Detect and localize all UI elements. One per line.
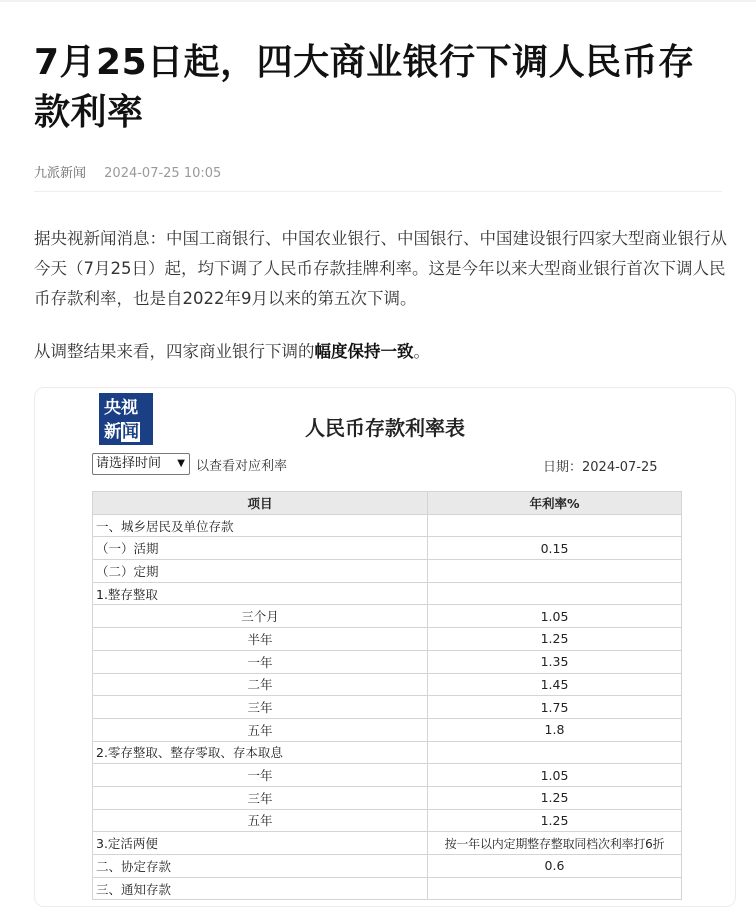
table-row — [93, 605, 682, 628]
chevron-down-icon: ▼ — [177, 458, 185, 469]
table-date: 日期：2024-07-25 — [543, 460, 658, 475]
row-item: 一年 — [93, 650, 428, 673]
table-title: 人民币存款利率表 — [305, 416, 465, 440]
row-item: 二年 — [93, 673, 428, 696]
table-row — [93, 560, 682, 583]
meta-divider — [34, 191, 722, 192]
row-item: （二）定期 — [93, 560, 428, 583]
table-row — [93, 514, 682, 537]
row-item: 半年 — [93, 628, 428, 651]
row-item: 五年 — [93, 809, 428, 832]
table-row — [93, 628, 682, 651]
row-item: 一、城乡居民及单位存款 — [93, 514, 428, 537]
article-title: 7月25日起，四大商业银行下调人民币存款利率 — [34, 42, 695, 133]
table-row — [93, 855, 682, 878]
row-item: 三、通知存款 — [93, 877, 428, 900]
paragraph-2-prefix: 从调整结果来看，四家商业银行下调的 — [34, 342, 315, 361]
table-row — [93, 537, 682, 560]
row-item: 3.定活两便 — [93, 832, 428, 855]
article-time: 2024-07-25 10:05 — [104, 166, 222, 181]
row-rate: 0.6 — [428, 855, 682, 878]
table-row — [93, 786, 682, 809]
row-rate: 1.75 — [428, 696, 682, 719]
table-row — [93, 718, 682, 741]
row-item: 三个月 — [93, 605, 428, 628]
article-meta — [34, 162, 235, 181]
row-rate — [428, 877, 682, 900]
table-row — [93, 764, 682, 787]
table-row — [93, 650, 682, 673]
rate-table — [92, 491, 682, 900]
paragraph-1: 据央视新闻消息：中国工商银行、中国农业银行、中国银行、中国建设银行四家大型商业银行从今天（7月25日）起，均下调了人民币存款挂牌利率。这是今年以来大型商业银行首次下调人民币存款利率，也是自2022年9月以来的第五次下调。 — [34, 229, 727, 308]
row-item: 2.零存整取、整存零取、存本取息 — [93, 741, 428, 764]
row-item: 三年 — [93, 786, 428, 809]
table-row — [93, 877, 682, 900]
header-item: 项目 — [93, 492, 428, 515]
table-row — [93, 832, 682, 855]
row-rate — [428, 560, 682, 583]
paragraph-2 — [34, 337, 734, 367]
row-rate: 1.35 — [428, 650, 682, 673]
row-rate: 0.15 — [428, 537, 682, 560]
row-rate: 1.05 — [428, 764, 682, 787]
table-row — [93, 696, 682, 719]
rate-table-image[interactable] — [34, 387, 736, 907]
row-item: 二、协定存款 — [93, 855, 428, 878]
header-rate: 年利率% — [428, 492, 682, 515]
row-rate: 按一年以内定期整存整取同档次利率打6折 — [428, 832, 682, 855]
table-row — [93, 741, 682, 764]
logo-char-xin: 新 — [104, 422, 121, 442]
row-item: 三年 — [93, 696, 428, 719]
row-rate — [428, 582, 682, 605]
row-rate: 1.25 — [428, 809, 682, 832]
row-item: 1.整存整取 — [93, 582, 428, 605]
row-rate: 1.25 — [428, 786, 682, 809]
row-rate: 1.8 — [428, 718, 682, 741]
select-hint: 以查看对应利率 — [196, 459, 288, 474]
row-item: （一）活期 — [93, 537, 428, 560]
logo-line1: 央视 — [104, 398, 138, 418]
row-rate — [428, 514, 682, 537]
time-select[interactable] — [92, 453, 190, 475]
row-rate: 1.45 — [428, 673, 682, 696]
table-row — [93, 673, 682, 696]
table-row — [93, 582, 682, 605]
article-source[interactable]: 九派新闻 — [34, 166, 87, 181]
table-header-row — [93, 492, 682, 515]
row-item: 五年 — [93, 718, 428, 741]
row-rate: 1.05 — [428, 605, 682, 628]
row-rate — [428, 741, 682, 764]
row-rate: 1.25 — [428, 628, 682, 651]
row-item: 一年 — [93, 764, 428, 787]
table-row — [93, 809, 682, 832]
logo-char-wen: 闻 — [122, 422, 139, 442]
time-select-value: 请选择时间 — [96, 456, 162, 471]
paragraph-2-suffix: 。 — [413, 342, 430, 361]
paragraph-2-bold: 幅度保持一致 — [314, 342, 414, 361]
top-bar — [0, 0, 756, 2]
